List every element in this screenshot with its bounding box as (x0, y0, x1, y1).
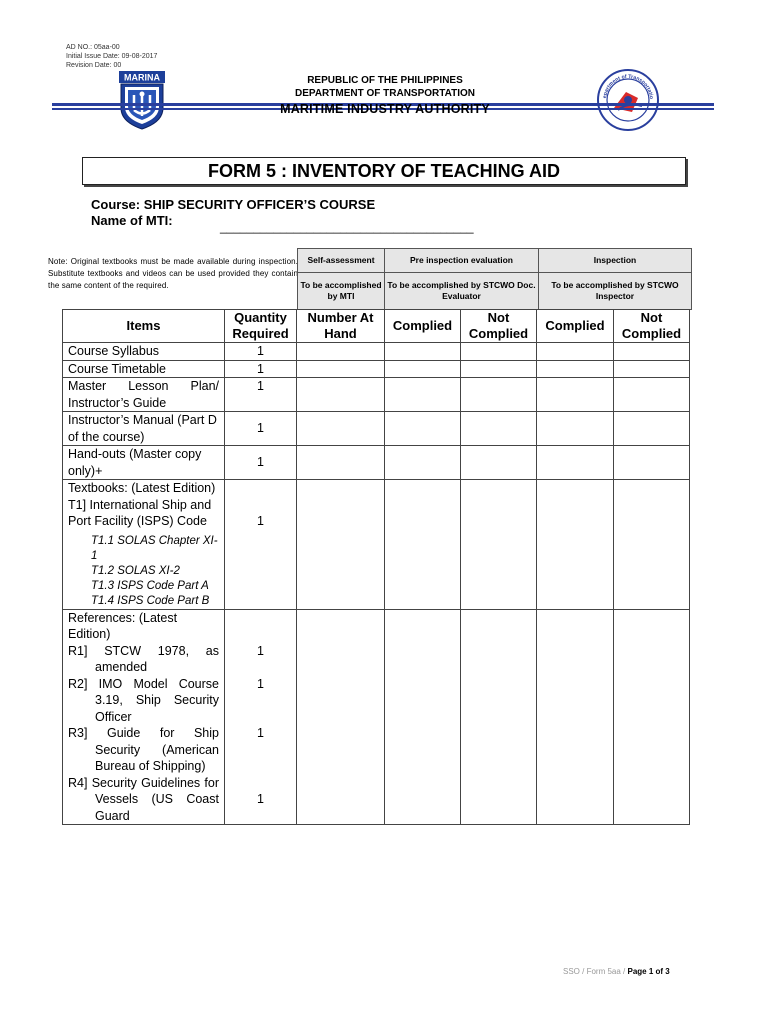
reference-r4-qty: 1 (257, 792, 264, 806)
input-cell[interactable] (614, 378, 690, 412)
input-cell[interactable] (537, 378, 614, 412)
document-control-info (66, 43, 157, 70)
inspector-complied-header: Complied (537, 310, 614, 343)
input-cell[interactable] (537, 343, 614, 361)
course-name: Course: SHIP SECURITY OFFICER’S COURSE (91, 197, 376, 212)
inventory-table (62, 309, 690, 825)
mti-label: Name of MTI: (91, 213, 173, 228)
table-header-row (63, 310, 690, 343)
input-cell[interactable] (537, 360, 614, 378)
item-cell: Course Syllabus (63, 343, 225, 361)
item-cell: Hand-outs (Master copy only)+ (63, 446, 225, 480)
table-row (63, 609, 690, 825)
input-cell[interactable] (385, 446, 461, 480)
textbook-t1: T1] International Ship and Port Facility (ISPS) Code (68, 497, 212, 528)
input-cell[interactable] (385, 412, 461, 446)
item-cell: Instructor’s Manual (Part D of the course) (63, 412, 225, 446)
input-cell[interactable] (537, 412, 614, 446)
footer-doc: SSO / Form 5aa / (563, 967, 626, 976)
number-at-hand-header: Number At Hand (297, 310, 385, 343)
item-cell (63, 609, 225, 825)
input-cell[interactable] (614, 609, 690, 825)
textbook-sub-item: T1.3 ISPS Code Part A (91, 579, 209, 592)
textbook-sub-item: T1.4 ISPS Code Part B (91, 594, 210, 607)
qty-cell: 1 (225, 480, 297, 610)
not-complied-header: Not Complied (461, 310, 537, 343)
table-row (63, 343, 690, 361)
issue-date: Initial Issue Date: 09-08-2017 (66, 53, 158, 60)
input-cell[interactable] (614, 343, 690, 361)
input-cell[interactable] (461, 378, 537, 412)
page-number: Page 1 of 3 (627, 967, 670, 976)
table-row (63, 360, 690, 378)
qty-cell: 1 (225, 343, 297, 361)
textbook-sub-item: T1.2 SOLAS XI-2 (91, 564, 180, 577)
input-cell[interactable] (385, 360, 461, 378)
item-cell: Master Lesson Plan/ Instructor’s Guide (63, 378, 225, 412)
input-cell[interactable] (385, 480, 461, 610)
items-header: Items (63, 310, 225, 343)
marina-logo-text: MARINA (124, 72, 160, 83)
input-cell[interactable] (297, 609, 385, 825)
table-row (63, 446, 690, 480)
input-cell[interactable] (461, 360, 537, 378)
republic-text: REPUBLIC OF THE PHILIPPINES (307, 75, 463, 86)
mti-blank-line[interactable]: ______________________________________ (220, 220, 474, 234)
reference-r1: R1] STCW 1978, as amended (68, 643, 219, 674)
input-cell[interactable] (461, 343, 537, 361)
inspection-header: Inspection (539, 249, 692, 273)
agency-header (0, 74, 770, 100)
input-cell[interactable] (297, 480, 385, 610)
input-cell[interactable] (297, 412, 385, 446)
pre-inspection-header: Pre inspection evaluation (385, 249, 539, 273)
input-cell[interactable] (537, 480, 614, 610)
table-row (63, 378, 690, 412)
input-cell[interactable] (385, 378, 461, 412)
textbook-sub-item: T1.1 SOLAS Chapter XI-1 (91, 534, 218, 562)
reference-r4: R4] Security Guidelines for Vessels (US Coast Guard (68, 775, 219, 823)
reference-r3-qty: 1 (257, 726, 264, 740)
input-cell[interactable] (297, 446, 385, 480)
ad-number: AD NO.: 05aa-00 (66, 44, 120, 51)
by-evaluator-header: To be accomplished by STCWO Doc. Evaluator (385, 273, 539, 310)
input-cell[interactable] (614, 412, 690, 446)
input-cell[interactable] (614, 360, 690, 378)
item-cell (63, 480, 225, 610)
input-cell[interactable] (537, 446, 614, 480)
input-cell[interactable] (614, 446, 690, 480)
input-cell[interactable] (614, 480, 690, 610)
revision-date: Revision Date: 00 (66, 62, 122, 69)
textbook-note: Note: Original textbooks must be made available during inspection. Substitute textbooks and videos can be used provided they contain the same content of the required. (48, 257, 298, 290)
form-title: FORM 5 : INVENTORY OF TEACHING AID (82, 157, 686, 185)
reference-r1-qty: 1 (257, 643, 264, 658)
qty-cell: 1 (225, 378, 297, 412)
qty-cell (225, 609, 297, 825)
qty-cell: 1 (225, 360, 297, 378)
input-cell[interactable] (385, 609, 461, 825)
complied-header: Complied (385, 310, 461, 343)
table-row (63, 412, 690, 446)
by-inspector-header: To be accomplished by STCWO Inspector (539, 273, 692, 310)
self-assessment-header: Self-assessment (298, 249, 385, 273)
input-cell[interactable] (461, 412, 537, 446)
input-cell[interactable] (385, 343, 461, 361)
quantity-header: Quantity Required (225, 310, 297, 343)
reference-r2-qty: 1 (257, 676, 264, 691)
input-cell[interactable] (461, 480, 537, 610)
input-cell[interactable] (297, 343, 385, 361)
input-cell[interactable] (297, 378, 385, 412)
authority-name: MARITIME INDUSTRY AUTHORITY (280, 102, 490, 116)
inspection-header-table (297, 248, 692, 310)
qty-cell: 1 (225, 446, 297, 480)
input-cell[interactable] (461, 609, 537, 825)
item-cell: Course Timetable (63, 360, 225, 378)
by-mti-header: To be accomplished by MTI (298, 273, 385, 310)
input-cell[interactable] (461, 446, 537, 480)
input-cell[interactable] (537, 609, 614, 825)
page-footer (563, 967, 670, 976)
reference-r2: R2] IMO Model Course 3.19, Ship Security Officer (68, 676, 219, 724)
inspector-not-complied-header: Not Complied (614, 310, 690, 343)
textbooks-heading: Textbooks: (Latest Edition) (68, 481, 216, 495)
input-cell[interactable] (297, 360, 385, 378)
references-heading: References: (Latest Edition) (68, 610, 178, 641)
reference-r3: R3] Guide for Ship Security (American Bureau of Shipping) (68, 726, 219, 773)
qty-cell: 1 (225, 412, 297, 446)
department-text: DEPARTMENT OF TRANSPORTATION (295, 88, 475, 99)
dotr-seal-text: epartment of Transportatio (602, 73, 655, 100)
table-row (63, 480, 690, 610)
